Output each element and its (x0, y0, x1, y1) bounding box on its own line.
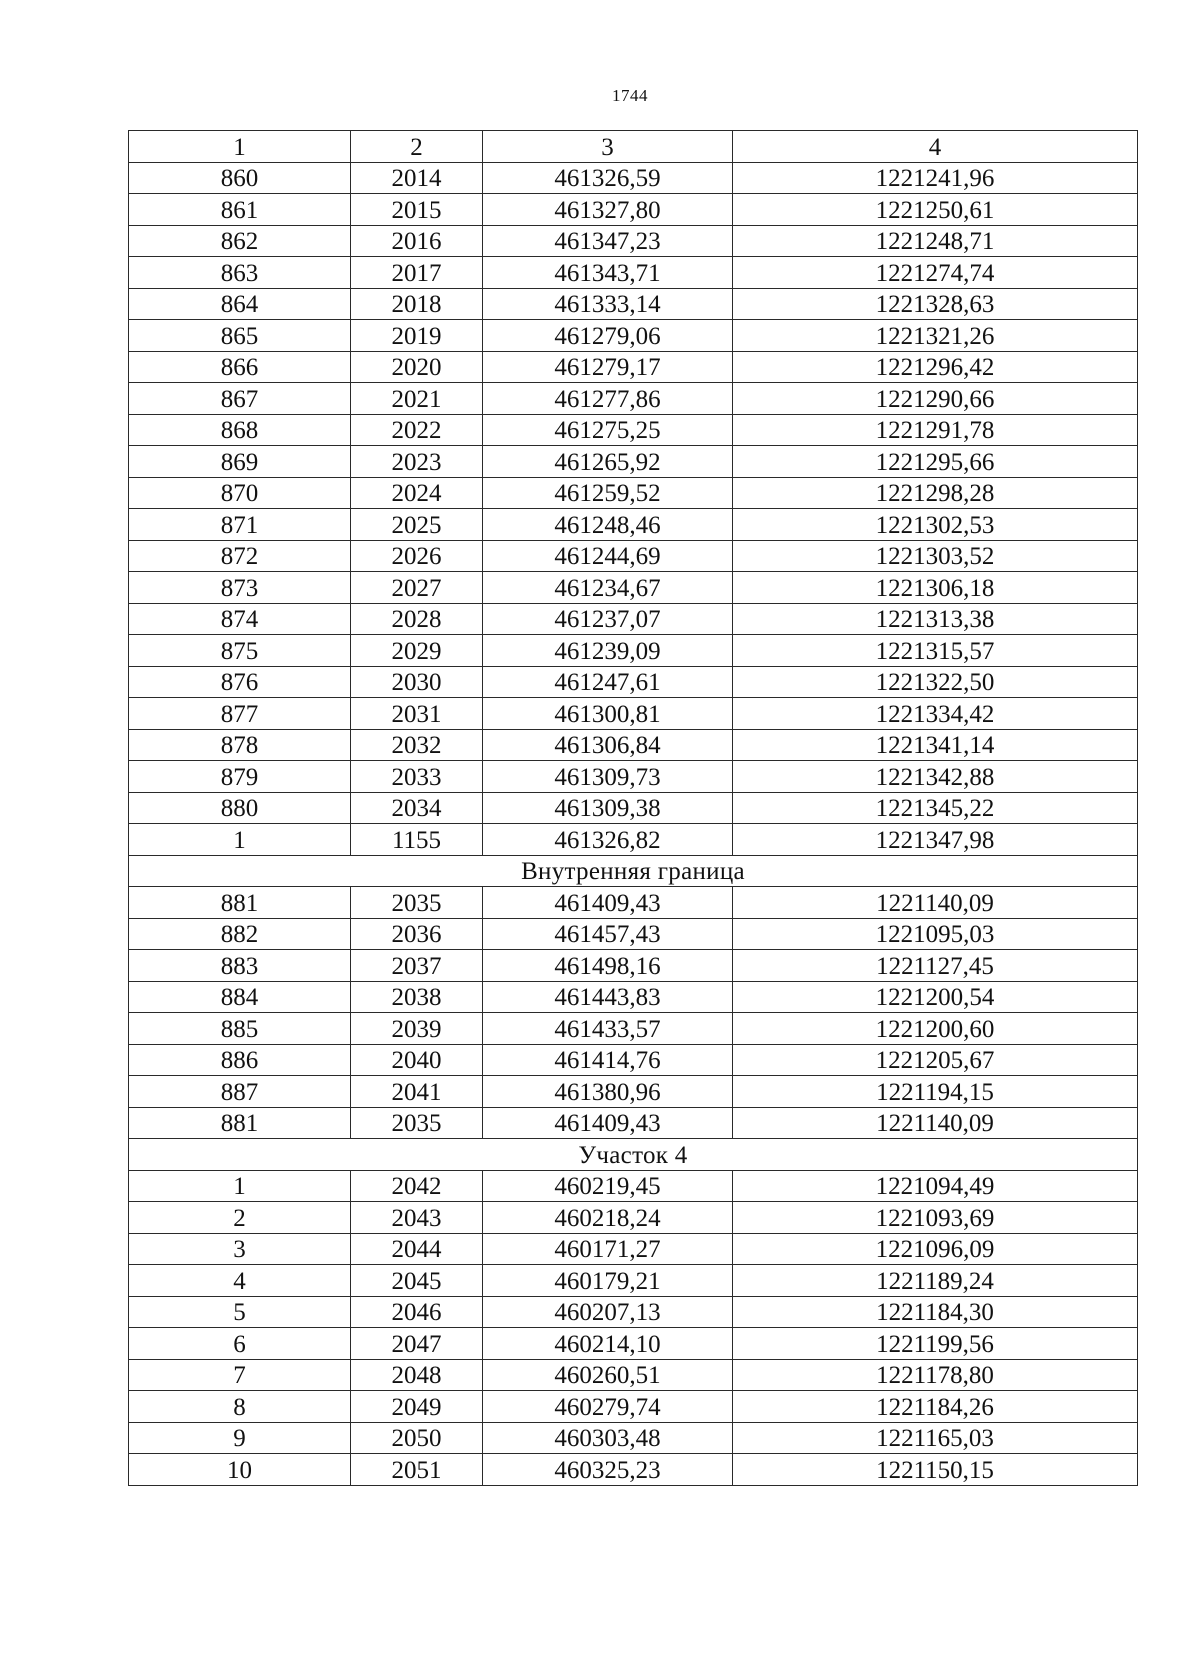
reference-number-cell: 2050 (351, 1422, 483, 1454)
point-number-cell: 7 (129, 1359, 351, 1391)
table-row (129, 162, 1138, 194)
y-coordinate-cell: 1221315,57 (733, 635, 1138, 667)
column-header-4: 4 (733, 131, 1138, 163)
reference-number-cell: 2031 (351, 698, 483, 730)
reference-number-cell: 2016 (351, 225, 483, 257)
point-number-cell: 881 (129, 1107, 351, 1139)
reference-number-cell: 2024 (351, 477, 483, 509)
point-number-cell: 879 (129, 761, 351, 793)
y-coordinate-cell: 1221184,30 (733, 1296, 1138, 1328)
x-coordinate-cell: 461343,71 (483, 257, 733, 289)
x-coordinate-cell: 461247,61 (483, 666, 733, 698)
reference-number-cell: 2042 (351, 1170, 483, 1202)
point-number-cell: 876 (129, 666, 351, 698)
point-number-cell: 867 (129, 383, 351, 415)
y-coordinate-cell: 1221241,96 (733, 162, 1138, 194)
table-row (129, 383, 1138, 415)
point-number-cell: 8 (129, 1391, 351, 1423)
reference-number-cell: 2035 (351, 887, 483, 919)
page-number: 1744 (612, 86, 648, 105)
point-number-cell: 862 (129, 225, 351, 257)
point-number-cell: 870 (129, 477, 351, 509)
y-coordinate-cell: 1221321,26 (733, 320, 1138, 352)
reference-number-cell: 2015 (351, 194, 483, 226)
table-row (129, 414, 1138, 446)
reference-number-cell: 2025 (351, 509, 483, 541)
point-number-cell: 875 (129, 635, 351, 667)
table-row (129, 666, 1138, 698)
point-number-cell: 880 (129, 792, 351, 824)
table-row (129, 981, 1138, 1013)
reference-number-cell: 1155 (351, 824, 483, 856)
table-row (129, 729, 1138, 761)
y-coordinate-cell: 1221093,69 (733, 1202, 1138, 1234)
y-coordinate-cell: 1221290,66 (733, 383, 1138, 415)
table-row (129, 1013, 1138, 1045)
y-coordinate-cell: 1221140,09 (733, 1107, 1138, 1139)
y-coordinate-cell: 1221140,09 (733, 887, 1138, 919)
y-coordinate-cell: 1221248,71 (733, 225, 1138, 257)
reference-number-cell: 2038 (351, 981, 483, 1013)
x-coordinate-cell: 461244,69 (483, 540, 733, 572)
table-row (129, 635, 1138, 667)
y-coordinate-cell: 1221328,63 (733, 288, 1138, 320)
y-coordinate-cell: 1221274,74 (733, 257, 1138, 289)
reference-number-cell: 2047 (351, 1328, 483, 1360)
y-coordinate-cell: 1221322,50 (733, 666, 1138, 698)
y-coordinate-cell: 1221189,24 (733, 1265, 1138, 1297)
y-coordinate-cell: 1221313,38 (733, 603, 1138, 635)
x-coordinate-cell: 461380,96 (483, 1076, 733, 1108)
point-number-cell: 2 (129, 1202, 351, 1234)
reference-number-cell: 2019 (351, 320, 483, 352)
reference-number-cell: 2020 (351, 351, 483, 383)
point-number-cell: 886 (129, 1044, 351, 1076)
reference-number-cell: 2029 (351, 635, 483, 667)
y-coordinate-cell: 1221306,18 (733, 572, 1138, 604)
table-row (129, 477, 1138, 509)
x-coordinate-cell: 461265,92 (483, 446, 733, 478)
y-coordinate-cell: 1221096,09 (733, 1233, 1138, 1265)
reference-number-cell: 2027 (351, 572, 483, 604)
reference-number-cell: 2028 (351, 603, 483, 635)
reference-number-cell: 2035 (351, 1107, 483, 1139)
y-coordinate-cell: 1221302,53 (733, 509, 1138, 541)
reference-number-cell: 2043 (351, 1202, 483, 1234)
point-number-cell: 1 (129, 1170, 351, 1202)
table-row (129, 572, 1138, 604)
column-header-1: 1 (129, 131, 351, 163)
table-row (129, 1233, 1138, 1265)
point-number-cell: 865 (129, 320, 351, 352)
y-coordinate-cell: 1221291,78 (733, 414, 1138, 446)
reference-number-cell: 2026 (351, 540, 483, 572)
x-coordinate-cell: 461234,67 (483, 572, 733, 604)
x-coordinate-cell: 460218,24 (483, 1202, 733, 1234)
table-row (129, 1328, 1138, 1360)
reference-number-cell: 2040 (351, 1044, 483, 1076)
y-coordinate-cell: 1221347,98 (733, 824, 1138, 856)
point-number-cell: 5 (129, 1296, 351, 1328)
point-number-cell: 1 (129, 824, 351, 856)
table-row (129, 603, 1138, 635)
point-number-cell: 882 (129, 918, 351, 950)
x-coordinate-cell: 460325,23 (483, 1454, 733, 1486)
x-coordinate-cell: 460171,27 (483, 1233, 733, 1265)
table-row (129, 1391, 1138, 1423)
reference-number-cell: 2021 (351, 383, 483, 415)
reference-number-cell: 2039 (351, 1013, 483, 1045)
point-number-cell: 887 (129, 1076, 351, 1108)
y-coordinate-cell: 1221200,54 (733, 981, 1138, 1013)
y-coordinate-cell: 1221200,60 (733, 1013, 1138, 1045)
point-number-cell: 883 (129, 950, 351, 982)
reference-number-cell: 2037 (351, 950, 483, 982)
x-coordinate-cell: 461327,80 (483, 194, 733, 226)
x-coordinate-cell: 461279,06 (483, 320, 733, 352)
table-row (129, 1202, 1138, 1234)
y-coordinate-cell: 1221150,15 (733, 1454, 1138, 1486)
y-coordinate-cell: 1221250,61 (733, 194, 1138, 226)
reference-number-cell: 2032 (351, 729, 483, 761)
y-coordinate-cell: 1221165,03 (733, 1422, 1138, 1454)
x-coordinate-cell: 461433,57 (483, 1013, 733, 1045)
point-number-cell: 871 (129, 509, 351, 541)
x-coordinate-cell: 460214,10 (483, 1328, 733, 1360)
point-number-cell: 3 (129, 1233, 351, 1265)
reference-number-cell: 2041 (351, 1076, 483, 1108)
table-row (129, 824, 1138, 856)
point-number-cell: 9 (129, 1422, 351, 1454)
x-coordinate-cell: 461409,43 (483, 887, 733, 919)
reference-number-cell: 2018 (351, 288, 483, 320)
table-row (129, 698, 1138, 730)
reference-number-cell: 2023 (351, 446, 483, 478)
table-row (129, 950, 1138, 982)
y-coordinate-cell: 1221303,52 (733, 540, 1138, 572)
point-number-cell: 872 (129, 540, 351, 572)
x-coordinate-cell: 461457,43 (483, 918, 733, 950)
point-number-cell: 860 (129, 162, 351, 194)
table-row (129, 257, 1138, 289)
x-coordinate-cell: 460303,48 (483, 1422, 733, 1454)
table-row (129, 446, 1138, 478)
reference-number-cell: 2048 (351, 1359, 483, 1391)
x-coordinate-cell: 461326,82 (483, 824, 733, 856)
table-header-row (129, 131, 1138, 163)
table-row (129, 1454, 1138, 1486)
table-row (129, 351, 1138, 383)
point-number-cell: 884 (129, 981, 351, 1013)
table-row (129, 761, 1138, 793)
y-coordinate-cell: 1221095,03 (733, 918, 1138, 950)
table-row (129, 288, 1138, 320)
point-number-cell: 864 (129, 288, 351, 320)
point-number-cell: 874 (129, 603, 351, 635)
y-coordinate-cell: 1221199,56 (733, 1328, 1138, 1360)
x-coordinate-cell: 461239,09 (483, 635, 733, 667)
table-row (129, 792, 1138, 824)
y-coordinate-cell: 1221184,26 (733, 1391, 1138, 1423)
table-row (129, 509, 1138, 541)
reference-number-cell: 2049 (351, 1391, 483, 1423)
table-row (129, 194, 1138, 226)
y-coordinate-cell: 1221178,80 (733, 1359, 1138, 1391)
coordinates-table-body (129, 131, 1138, 1486)
x-coordinate-cell: 461279,17 (483, 351, 733, 383)
table-row (129, 1265, 1138, 1297)
x-coordinate-cell: 461237,07 (483, 603, 733, 635)
point-number-cell: 885 (129, 1013, 351, 1045)
x-coordinate-cell: 461333,14 (483, 288, 733, 320)
table-row (129, 540, 1138, 572)
reference-number-cell: 2044 (351, 1233, 483, 1265)
reference-number-cell: 2051 (351, 1454, 483, 1486)
reference-number-cell: 2033 (351, 761, 483, 793)
y-coordinate-cell: 1221094,49 (733, 1170, 1138, 1202)
y-coordinate-cell: 1221334,42 (733, 698, 1138, 730)
x-coordinate-cell: 461300,81 (483, 698, 733, 730)
point-number-cell: 863 (129, 257, 351, 289)
section-header-row (129, 1139, 1138, 1171)
reference-number-cell: 2030 (351, 666, 483, 698)
x-coordinate-cell: 461275,25 (483, 414, 733, 446)
x-coordinate-cell: 461248,46 (483, 509, 733, 541)
point-number-cell: 869 (129, 446, 351, 478)
point-number-cell: 861 (129, 194, 351, 226)
x-coordinate-cell: 461347,23 (483, 225, 733, 257)
point-number-cell: 6 (129, 1328, 351, 1360)
table-row (129, 918, 1138, 950)
point-number-cell: 4 (129, 1265, 351, 1297)
table-row (129, 320, 1138, 352)
x-coordinate-cell: 461443,83 (483, 981, 733, 1013)
reference-number-cell: 2014 (351, 162, 483, 194)
y-coordinate-cell: 1221127,45 (733, 950, 1138, 982)
x-coordinate-cell: 461409,43 (483, 1107, 733, 1139)
x-coordinate-cell: 461277,86 (483, 383, 733, 415)
x-coordinate-cell: 461306,84 (483, 729, 733, 761)
y-coordinate-cell: 1221194,15 (733, 1076, 1138, 1108)
coordinates-table (128, 130, 1138, 1486)
table-row (129, 1296, 1138, 1328)
reference-number-cell: 2017 (351, 257, 483, 289)
point-number-cell: 866 (129, 351, 351, 383)
table-row (129, 1359, 1138, 1391)
column-header-2: 2 (351, 131, 483, 163)
x-coordinate-cell: 460219,45 (483, 1170, 733, 1202)
x-coordinate-cell: 461259,52 (483, 477, 733, 509)
point-number-cell: 881 (129, 887, 351, 919)
section-header-row (129, 855, 1138, 887)
section-title: Внутренняя граница (129, 855, 1138, 887)
x-coordinate-cell: 460279,74 (483, 1391, 733, 1423)
section-title: Участок 4 (129, 1139, 1138, 1171)
x-coordinate-cell: 460179,21 (483, 1265, 733, 1297)
table-row (129, 1044, 1138, 1076)
y-coordinate-cell: 1221298,28 (733, 477, 1138, 509)
reference-number-cell: 2036 (351, 918, 483, 950)
x-coordinate-cell: 460260,51 (483, 1359, 733, 1391)
point-number-cell: 878 (129, 729, 351, 761)
y-coordinate-cell: 1221295,66 (733, 446, 1138, 478)
x-coordinate-cell: 461309,73 (483, 761, 733, 793)
table-row (129, 1422, 1138, 1454)
y-coordinate-cell: 1221345,22 (733, 792, 1138, 824)
point-number-cell: 877 (129, 698, 351, 730)
y-coordinate-cell: 1221342,88 (733, 761, 1138, 793)
x-coordinate-cell: 461326,59 (483, 162, 733, 194)
point-number-cell: 868 (129, 414, 351, 446)
point-number-cell: 873 (129, 572, 351, 604)
y-coordinate-cell: 1221341,14 (733, 729, 1138, 761)
x-coordinate-cell: 460207,13 (483, 1296, 733, 1328)
reference-number-cell: 2034 (351, 792, 483, 824)
table-row (129, 225, 1138, 257)
reference-number-cell: 2046 (351, 1296, 483, 1328)
reference-number-cell: 2045 (351, 1265, 483, 1297)
reference-number-cell: 2022 (351, 414, 483, 446)
point-number-cell: 10 (129, 1454, 351, 1486)
table-row (129, 1107, 1138, 1139)
table-row (129, 1170, 1138, 1202)
column-header-3: 3 (483, 131, 733, 163)
x-coordinate-cell: 461414,76 (483, 1044, 733, 1076)
table-row (129, 1076, 1138, 1108)
y-coordinate-cell: 1221205,67 (733, 1044, 1138, 1076)
x-coordinate-cell: 461498,16 (483, 950, 733, 982)
y-coordinate-cell: 1221296,42 (733, 351, 1138, 383)
x-coordinate-cell: 461309,38 (483, 792, 733, 824)
table-row (129, 887, 1138, 919)
